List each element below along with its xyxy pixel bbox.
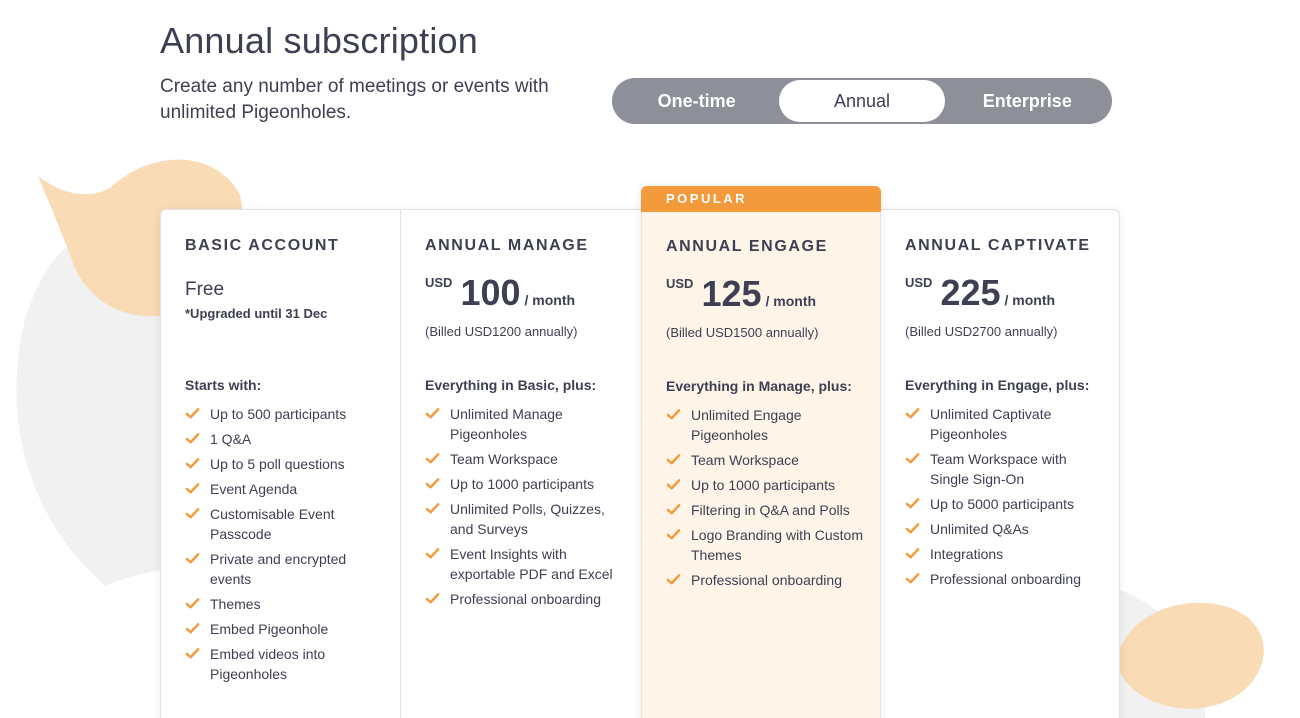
check-icon (185, 646, 200, 661)
feature-item (905, 544, 1105, 564)
feature-text: Up to 5 poll questions (210, 456, 345, 472)
feature-item (185, 619, 385, 639)
feature-text: Embed videos into Pigeonholes (210, 646, 326, 682)
page-title: Annual subscription (160, 20, 478, 61)
billed-note: (Billed USD2700 annually) (905, 324, 1058, 339)
check-icon (666, 502, 681, 517)
feature-text: Professional onboarding (930, 571, 1081, 587)
check-icon (185, 456, 200, 471)
check-icon (905, 496, 920, 511)
check-icon (185, 621, 200, 636)
feature-text: 1 Q&A (210, 431, 252, 447)
feature-item (185, 479, 385, 499)
check-icon (185, 551, 200, 566)
features-intro: Everything in Manage, plus: (666, 378, 852, 394)
feature-list (666, 405, 866, 595)
feature-text: Unlimited Captivate Pigeonholes (930, 406, 1052, 442)
price-row (425, 273, 617, 311)
popular-badge: POPULAR (641, 186, 881, 212)
feature-item (425, 589, 625, 609)
price-period: / month (524, 292, 576, 308)
feature-item (425, 474, 625, 494)
feature-text: Logo Branding with Custom Themes (691, 527, 863, 563)
feature-item (666, 405, 866, 445)
billed-note: (Billed USD1500 annually) (666, 325, 819, 340)
feature-text: Up to 500 participants (210, 406, 347, 422)
feature-item (185, 549, 385, 589)
feature-text: Unlimited Engage Pigeonholes (691, 407, 802, 443)
feature-text: Team Workspace with Single Sign-On (930, 451, 1067, 487)
feature-item (425, 499, 625, 539)
price-currency: USD (905, 275, 933, 290)
feature-text: Professional onboarding (450, 591, 601, 607)
plan-name: BASIC ACCOUNT (185, 237, 340, 254)
feature-item (666, 570, 866, 590)
check-icon (425, 476, 440, 491)
check-icon (185, 596, 200, 611)
feature-item (666, 475, 866, 495)
check-icon (185, 406, 200, 421)
check-icon (666, 452, 681, 467)
pricing-plans (160, 191, 1120, 718)
features-intro: Everything in Engage, plus: (905, 377, 1090, 393)
plan-annual-manage (401, 210, 641, 718)
check-icon (905, 521, 920, 536)
feature-text: Unlimited Q&As (930, 521, 1029, 537)
feature-item (185, 644, 385, 684)
feature-text: Team Workspace (450, 451, 558, 467)
toggle-annual[interactable]: Annual (779, 80, 944, 122)
price-period: / month (1004, 292, 1056, 308)
feature-text: Up to 1000 participants (691, 477, 835, 493)
plan-annual-engage (641, 186, 881, 718)
price-row (905, 273, 1097, 311)
feature-item (666, 525, 866, 565)
feature-text: Themes (210, 596, 261, 612)
check-icon (905, 571, 920, 586)
feature-item (666, 450, 866, 470)
price-period: / month (765, 293, 817, 309)
price-currency: USD (666, 276, 694, 291)
feature-list (425, 404, 625, 614)
check-icon (425, 501, 440, 516)
check-icon (905, 451, 920, 466)
check-icon (666, 572, 681, 587)
price-currency: USD (425, 275, 453, 290)
feature-text: Unlimited Polls, Quizzes, and Surveys (450, 501, 605, 537)
feature-item (185, 454, 385, 474)
feature-text: Event Agenda (210, 481, 298, 497)
feature-text: Team Workspace (691, 452, 799, 468)
feature-item (666, 500, 866, 520)
feature-text: Filtering in Q&A and Polls (691, 502, 850, 518)
feature-item (905, 494, 1105, 514)
billing-period-toggle (612, 78, 1112, 124)
feature-text: Up to 1000 participants (450, 476, 594, 492)
toggle-enterprise[interactable]: Enterprise (982, 90, 1072, 111)
price-row (666, 274, 856, 312)
check-icon (425, 406, 440, 421)
feature-text: Up to 5000 participants (930, 496, 1074, 512)
feature-item (905, 404, 1105, 444)
feature-item (425, 544, 625, 584)
plan-name: ANNUAL ENGAGE (666, 238, 828, 255)
features-intro: Everything in Basic, plus: (425, 377, 597, 393)
feature-text: Integrations (930, 546, 1004, 562)
plan-price: Free (185, 279, 225, 300)
feature-text: Unlimited Manage Pigeonholes (450, 406, 563, 442)
check-icon (185, 431, 200, 446)
check-icon (666, 527, 681, 542)
feature-text: Professional onboarding (691, 572, 842, 588)
feature-text: Customisable Event Passcode (210, 506, 335, 542)
feature-item (905, 519, 1105, 539)
feature-text: Embed Pigeonhole (210, 621, 329, 637)
check-icon (425, 451, 440, 466)
features-intro: Starts with: (185, 377, 262, 393)
feature-item (425, 449, 625, 469)
check-icon (185, 481, 200, 496)
feature-item (425, 404, 625, 444)
feature-item (185, 594, 385, 614)
feature-item (185, 404, 385, 424)
check-icon (185, 506, 200, 521)
price-amount: 225 (940, 272, 1001, 313)
check-icon (905, 546, 920, 561)
check-icon (666, 477, 681, 492)
plan-annual-captivate (881, 210, 1121, 718)
plan-basic-account (161, 210, 401, 718)
page-subtitle: Create any number of meetings or events with unlimited Pigeonholes. (160, 76, 549, 123)
check-icon (905, 406, 920, 421)
plan-name: ANNUAL MANAGE (425, 237, 589, 254)
feature-text: Private and encrypted events (210, 551, 347, 587)
price-amount: 125 (701, 273, 762, 314)
billed-note: (Billed USD1200 annually) (425, 324, 578, 339)
feature-item (185, 504, 385, 544)
feature-text: Event Insights with exportable PDF and Excel (450, 546, 613, 582)
check-icon (666, 407, 681, 422)
plan-name: ANNUAL CAPTIVATE (905, 237, 1091, 254)
check-icon (425, 591, 440, 606)
plan-price-note: *Upgraded until 31 Dec (185, 306, 328, 321)
feature-item (905, 449, 1105, 489)
feature-list (905, 404, 1105, 594)
check-icon (425, 546, 440, 561)
price-amount: 100 (460, 272, 521, 313)
feature-item (185, 429, 385, 449)
feature-item (905, 569, 1105, 589)
feature-list (185, 404, 385, 689)
toggle-one-time[interactable]: One-time (657, 90, 736, 111)
